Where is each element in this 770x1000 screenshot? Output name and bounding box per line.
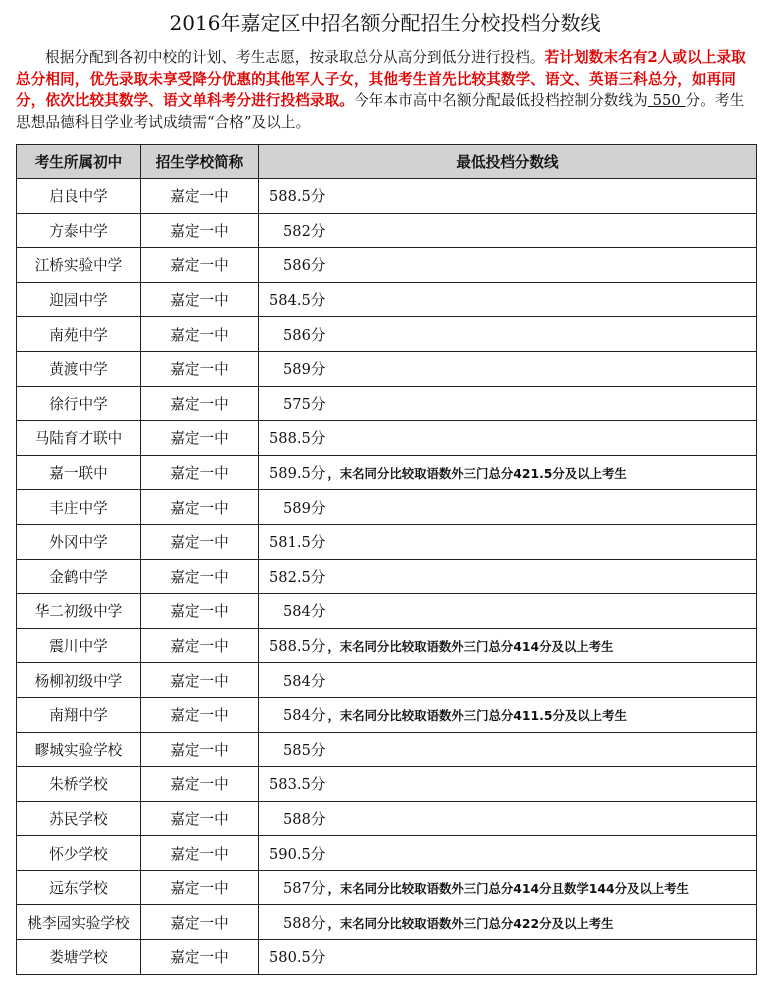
cell-target-school: 嘉定一中 [141,767,259,802]
cell-middle-school: 疁城实验学校 [17,732,141,767]
score-value: 585分 [283,741,326,759]
cell-target-school: 嘉定一中 [141,351,259,386]
cell-target-school: 嘉定一中 [141,559,259,594]
cell-min-score [259,767,757,802]
cell-target-school: 嘉定一中 [141,455,259,490]
table-row [17,594,757,629]
cell-target-school: 嘉定一中 [141,732,259,767]
cell-target-school: 嘉定一中 [141,594,259,629]
score-value: 584分 [283,603,326,621]
cell-min-score [259,213,757,248]
cell-target-school: 嘉定一中 [141,697,259,732]
cell-middle-school: 黄渡中学 [17,351,141,386]
score-value: 580.5分 [269,949,326,967]
cell-min-score [259,870,757,905]
score-value: 588分 [283,914,326,932]
tie-break-note: ，末名同分比较取语数外三门总分421.5分及以上考生 [327,466,627,482]
cell-min-score [259,697,757,732]
cell-target-school: 嘉定一中 [141,628,259,663]
cell-min-score [259,663,757,698]
cell-middle-school: 迎园中学 [17,282,141,317]
cell-min-score [259,905,757,940]
cell-target-school: 嘉定一中 [141,905,259,940]
cell-min-score [259,940,757,975]
intro-text-part3: 分。考生思想品德科目学业考试成绩需“合格”及以上。 [16,92,745,131]
cell-min-score [259,559,757,594]
table-row [17,524,757,559]
table-row [17,386,757,421]
cell-middle-school: 娄塘学校 [17,940,141,975]
score-value: 584分 [283,707,326,725]
score-value: 588.5分 [269,188,326,206]
table-row [17,801,757,836]
cell-min-score [259,455,757,490]
tie-break-note: ，末名同分比较取语数外三门总分411.5分及以上考生 [327,708,627,724]
cell-middle-school: 外冈中学 [17,524,141,559]
header-middle-school: 考生所属初中 [17,145,141,179]
intro-text-part2: 今年本市高中名额分配最低投档控制分数线为 [353,92,648,109]
cell-min-score [259,594,757,629]
cell-middle-school: 启良中学 [17,179,141,214]
cell-target-school: 嘉定一中 [141,248,259,283]
cell-target-school: 嘉定一中 [141,317,259,352]
cell-min-score [259,248,757,283]
cell-min-score [259,421,757,456]
cell-middle-school: 怀少学校 [17,836,141,871]
cell-min-score [259,282,757,317]
table-header-row [17,145,757,179]
cell-middle-school: 江桥实验中学 [17,248,141,283]
table-body [17,179,757,975]
score-value: 584.5分 [269,292,326,310]
table-row [17,628,757,663]
cell-middle-school: 桃李园实验学校 [17,905,141,940]
cell-middle-school: 震川中学 [17,628,141,663]
cell-middle-school: 朱桥学校 [17,767,141,802]
cell-target-school: 嘉定一中 [141,524,259,559]
cell-target-school: 嘉定一中 [141,179,259,214]
score-value: 583.5分 [269,776,326,794]
score-value: 586分 [283,326,326,344]
cell-min-score [259,801,757,836]
cell-middle-school: 华二初级中学 [17,594,141,629]
score-value: 588分 [283,810,326,828]
score-value: 584分 [283,672,326,690]
table-row [17,248,757,283]
cell-target-school: 嘉定一中 [141,213,259,248]
score-value: 589分 [283,499,326,517]
table-row [17,351,757,386]
cell-middle-school: 南翔中学 [17,697,141,732]
score-value: 588.5分 [269,430,326,448]
cell-min-score [259,179,757,214]
cell-target-school: 嘉定一中 [141,801,259,836]
header-min-score: 最低投档分数线 [259,145,757,179]
table-row [17,905,757,940]
cell-target-school: 嘉定一中 [141,663,259,698]
table-row [17,767,757,802]
cell-middle-school: 苏民学校 [17,801,141,836]
score-value: 575分 [283,395,326,413]
table-row [17,870,757,905]
cell-middle-school: 马陆育才联中 [17,421,141,456]
cell-middle-school: 徐行中学 [17,386,141,421]
table-row [17,421,757,456]
table-row [17,317,757,352]
cutoff-score-table [16,144,757,975]
cell-min-score [259,386,757,421]
intro-text-part1: 根据分配到各初中校的计划、考生志愿，按录取总分从高分到低分进行投档。 [45,49,545,66]
tie-break-note: ，末名同分比较取语数外三门总分414分及以上考生 [327,639,614,655]
cell-target-school: 嘉定一中 [141,940,259,975]
table-row [17,940,757,975]
cell-middle-school: 杨柳初级中学 [17,663,141,698]
table-row [17,213,757,248]
cell-min-score [259,836,757,871]
tie-break-note: ，末名同分比较取语数外三门总分414分且数学144分及以上考生 [327,881,689,897]
cell-min-score [259,317,757,352]
table-row [17,663,757,698]
table-row [17,179,757,214]
score-value: 587分 [283,880,326,898]
cell-middle-school: 金鹤中学 [17,559,141,594]
cell-middle-school: 方泰中学 [17,213,141,248]
score-value: 586分 [283,257,326,275]
intro-paragraph [16,47,756,133]
header-target-school: 招生学校简称 [141,145,259,179]
score-value: 581.5分 [269,534,326,552]
tie-break-note: ，末名同分比较取语数外三门总分422分及以上考生 [327,915,614,931]
cell-target-school: 嘉定一中 [141,490,259,525]
cell-middle-school: 南苑中学 [17,317,141,352]
score-value: 582.5分 [269,568,326,586]
cell-target-school: 嘉定一中 [141,282,259,317]
table-row [17,282,757,317]
score-value: 589.5分 [269,465,326,483]
page-title: 2016年嘉定区中招名额分配招生分校投档分数线 [169,11,601,35]
table-row [17,697,757,732]
intro-tie-break-rule: 若计划数末名有2人或以上录取总分相同，优先录取未享受降分优惠的其他军人子女，其他考生首先比较其数学、语文、英语三科总分，如再同分，依次比较其数学、语文单科考分进行投档录取。 [16,49,746,109]
score-value: 589分 [283,361,326,379]
cell-target-school: 嘉定一中 [141,836,259,871]
cell-target-school: 嘉定一中 [141,421,259,456]
cell-min-score [259,351,757,386]
cell-target-school: 嘉定一中 [141,870,259,905]
cell-target-school: 嘉定一中 [141,386,259,421]
cell-min-score [259,524,757,559]
score-value: 588.5分 [269,638,326,656]
cell-min-score [259,628,757,663]
table-row [17,490,757,525]
score-value: 590.5分 [269,845,326,863]
control-score-value: 550 [647,92,686,109]
cell-min-score [259,732,757,767]
score-value: 582分 [283,222,326,240]
cell-middle-school: 嘉一联中 [17,455,141,490]
cell-middle-school: 远东学校 [17,870,141,905]
table-row [17,455,757,490]
cell-min-score [259,490,757,525]
table-row [17,836,757,871]
table-row [17,559,757,594]
cell-middle-school: 丰庄中学 [17,490,141,525]
table-row [17,732,757,767]
